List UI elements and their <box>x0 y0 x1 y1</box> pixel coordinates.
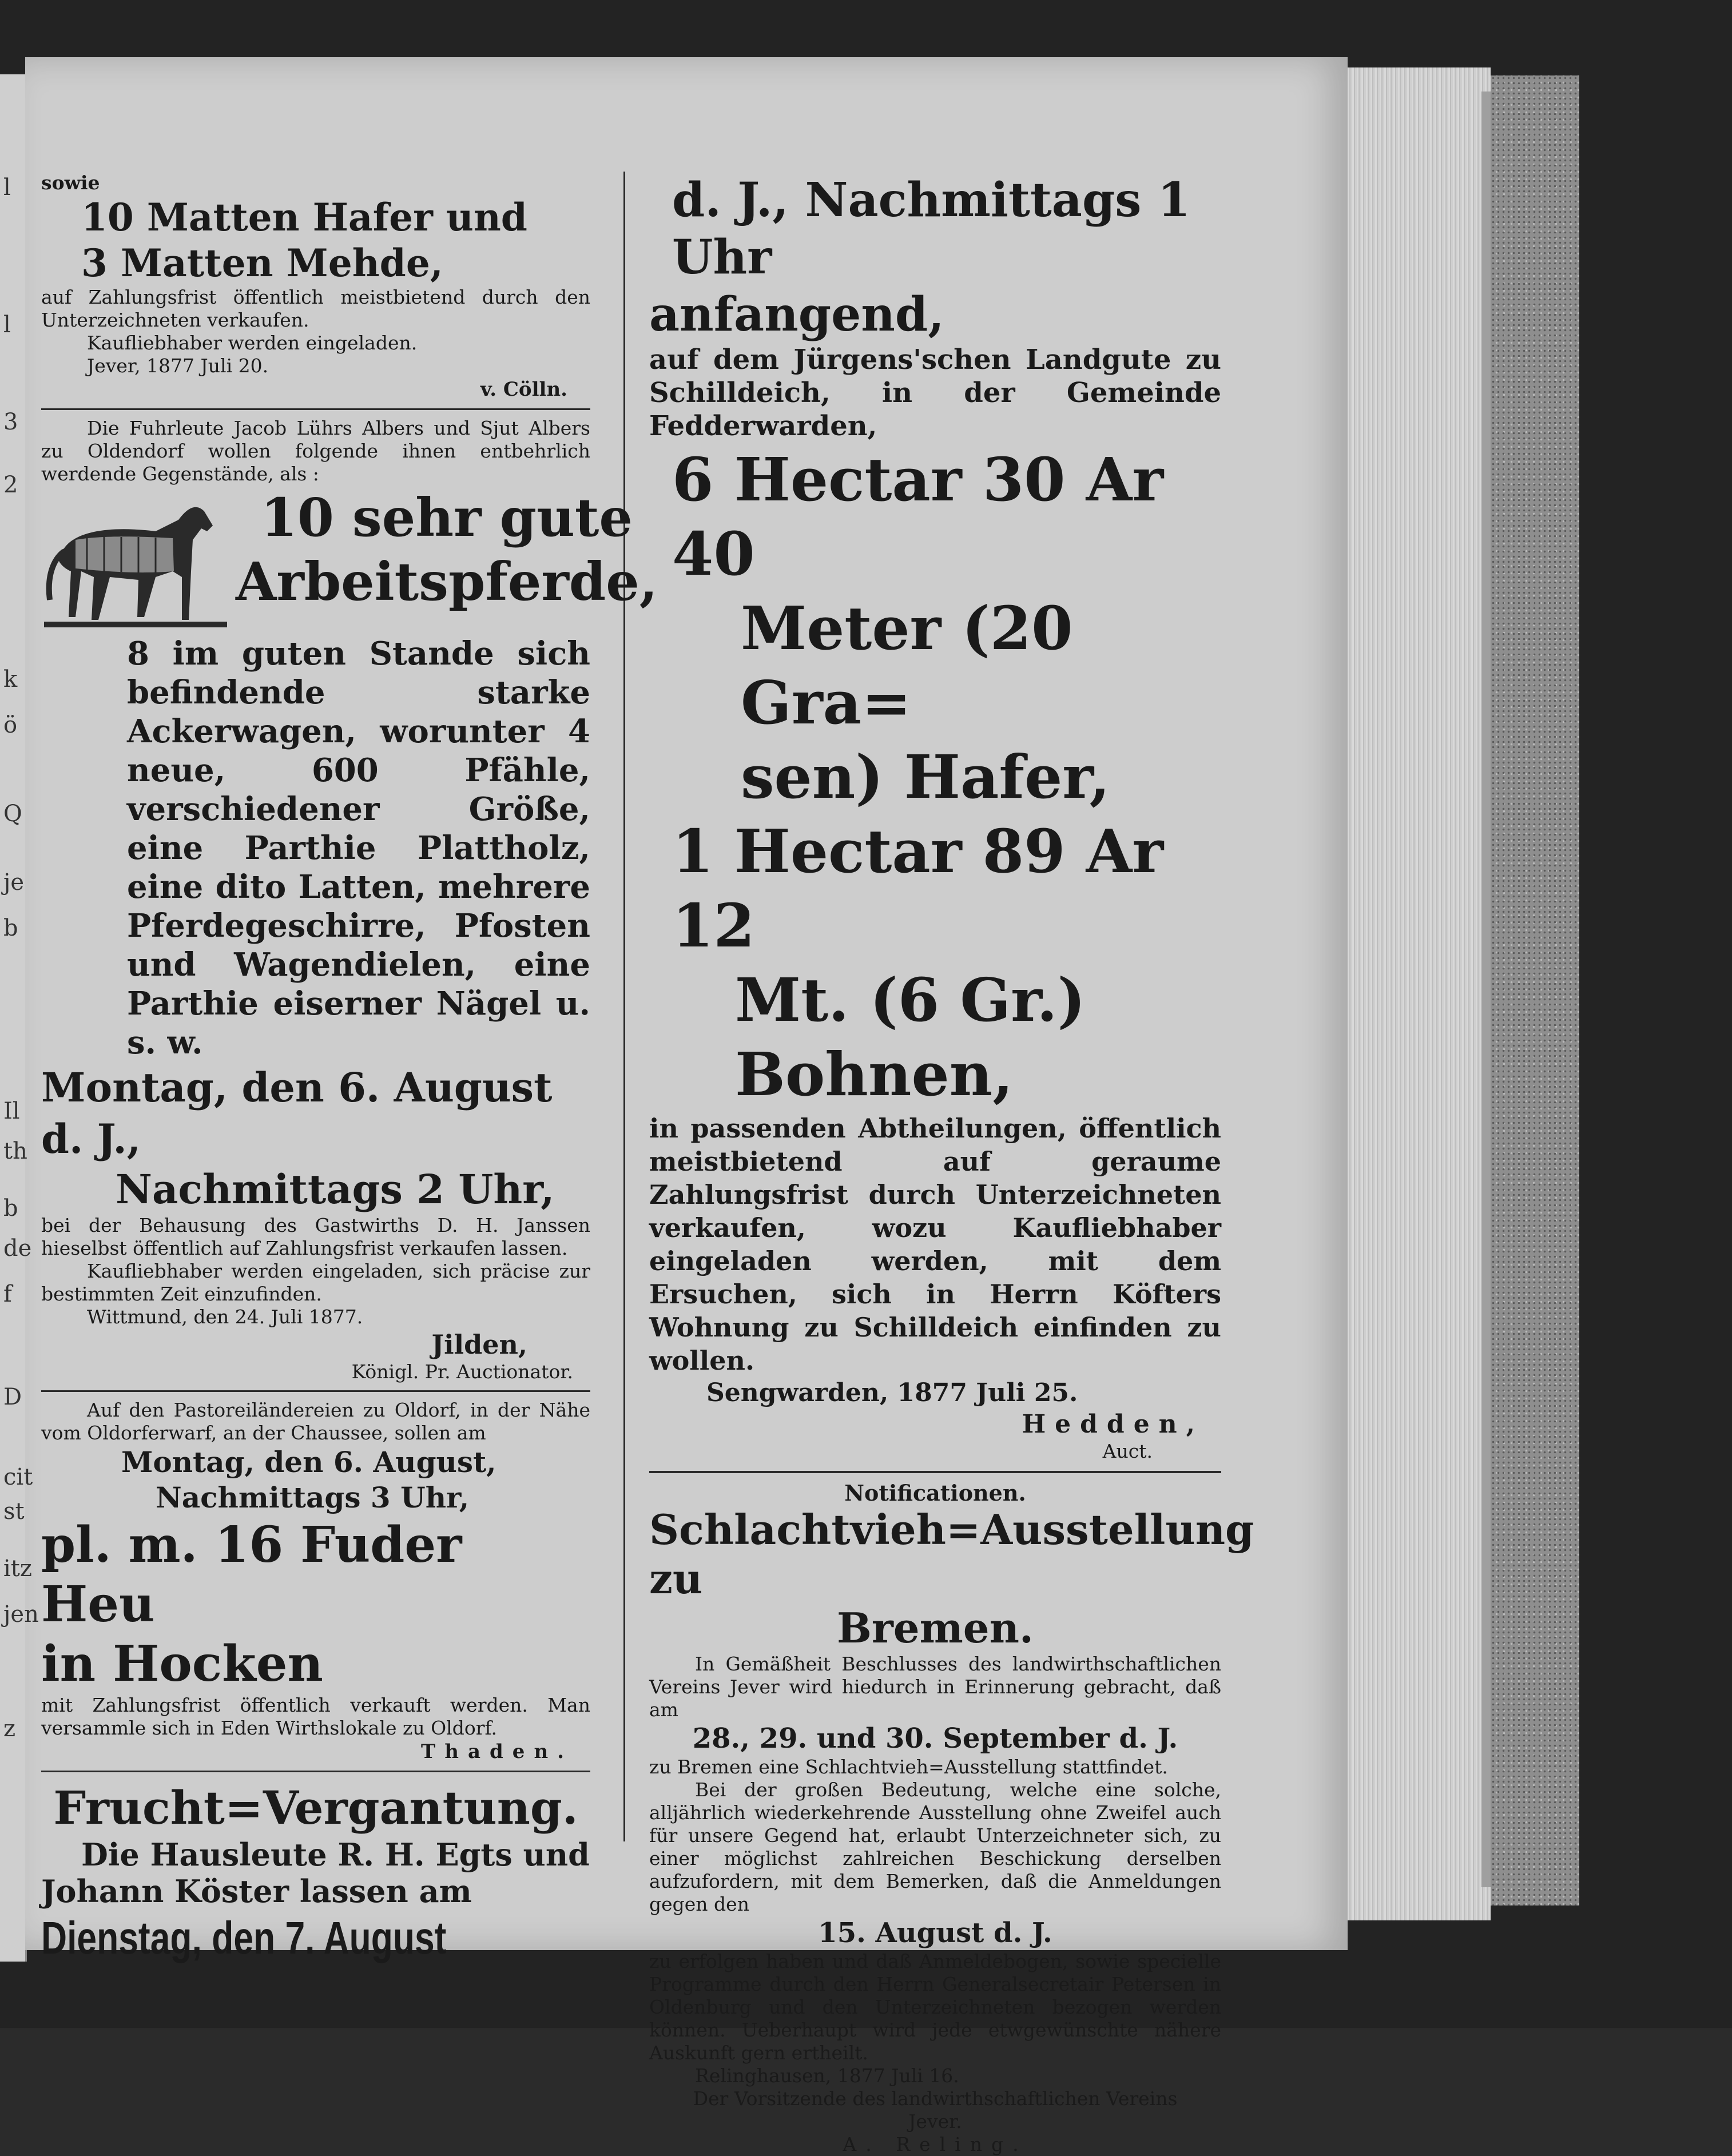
margin-fragment: th <box>3 1138 27 1164</box>
registration-deadline: 15. August d. J. <box>818 1917 1052 1949</box>
left-column <box>41 172 658 1967</box>
column-rule <box>623 172 625 1841</box>
notification-signer: Der Vorsitzende des landwirthschaftlichen Vereins <box>693 2087 1178 2110</box>
horse-headline-line: Arbeitspferde, <box>236 551 658 612</box>
horse-items: 8 im guten Stande sich befindende starke Ackerwagen, worunter 4 neue, 600 Pfähle, verschiedener Größe, eine Parthie Plattholz, eine dito Latten, mehrere Pferdegeschirre, Pfosten und Wagendielen, eine Parthie eiserner Nägel u. s. w. <box>127 635 590 1061</box>
frucht-line: Die Hausleute R. H. Egts und <box>81 1836 590 1873</box>
frucht-date: Dienstag, den 7. August <box>41 1912 447 1963</box>
page-stack-edge <box>1348 67 1491 1920</box>
advert-item: 3 Matten Mehde, <box>81 241 443 285</box>
advert-divider <box>41 408 590 410</box>
notification-signature: A. Reling. <box>843 2133 1028 2155</box>
margin-fragment: k <box>3 666 18 693</box>
notifications-section <box>649 1480 1254 2156</box>
notification-text: zu Bremen eine Schlachtvieh=Ausstellung stattfindet. <box>649 1756 1168 1778</box>
margin-fragment: cit <box>3 1464 33 1490</box>
quantity-line: Meter (20 Gra= <box>741 593 1073 738</box>
heu-headline: pl. m. 16 Fuder Heu <box>41 1516 462 1633</box>
advert-text: mit Zahlungsfrist öffentlich verkauft werden. Man versammle sich in Eden Wirthslokale zu Oldorf. <box>41 1694 590 1739</box>
advert-divider <box>41 1390 590 1392</box>
right-column <box>649 172 1254 2156</box>
marbled-book-cover <box>1491 75 1579 1906</box>
advert-signature: Jilden, <box>431 1329 527 1360</box>
advert-text: auf Zahlungsfrist öffentlich meistbietend durch den Unterzeichneten verkaufen. <box>41 286 590 331</box>
frucht-advert <box>41 1779 590 1967</box>
margin-fragment: z <box>3 1716 16 1742</box>
horse-advert <box>41 417 658 1383</box>
margin-fragment: f <box>3 1281 12 1307</box>
margin-fragment: b <box>3 915 18 941</box>
advert-text: in passenden Abtheilungen, öffentlich meistbietend auf geraume Zahlungsfrist durch Unterzeichneten verkaufen, wozu Kaufliebhaber eingeladen werden, mit dem Ersuchen, sich in Herrn Köfters Wohnung zu Schilldeich einfinden zu wollen. <box>649 1113 1221 1376</box>
notification-place-date: Relinghausen, 1877 Juli 16. <box>695 2064 959 2087</box>
margin-fragment: ö <box>3 712 18 738</box>
horse-headline-row <box>41 486 658 634</box>
margin-fragment: b <box>3 1195 18 1222</box>
advert-signature: Hedden, <box>1022 1410 1204 1439</box>
quantity-line: 1 Hectar 89 Ar 12 <box>672 816 1164 961</box>
auction-time: Nachmittags 2 Uhr, <box>116 1165 555 1213</box>
advert-place-date: Wittmund, den 24. Juli 1877. <box>87 1306 363 1328</box>
exhibition-dates: 28., 29. und 30. September d. J. <box>692 1723 1178 1755</box>
margin-fragment: je <box>3 869 25 896</box>
quantity-line: sen) Hafer, <box>741 742 1110 812</box>
notification-title: Schlachtvieh=Ausstellung zu <box>649 1505 1254 1603</box>
margin-fragment: l <box>3 174 11 201</box>
advert-intro: Auf den Pastoreiländereien zu Oldorf, in der Nähe vom Oldorferwarf, an der Chaussee, sollen am <box>41 1399 590 1444</box>
margin-fragment: D <box>3 1384 22 1410</box>
advert-intro: Die Fuhrleute Jacob Lührs Albers und Sjut Albers zu Oldendorf wollen folgende ihnen entbehrlich werdende Gegenstände, als : <box>41 417 590 485</box>
auction-date: Montag, den 6. August, <box>121 1445 496 1479</box>
advert-signature: v. Cölln. <box>480 378 567 401</box>
notification-text: zu erfolgen haben und daß Anmeldebogen, sowie specielle Programme durch den Herrn Generalsecretair Petersen in Oldenburg und den Unterzeichneten bezogen werden können. Ueberhaupt wird jede etwgewünschte nähere Auskunft gern ertheilt. <box>649 1950 1221 2064</box>
auction-date: Montag, den 6. August d. J., <box>41 1064 553 1163</box>
notification-title: Bremen. <box>836 1604 1034 1652</box>
margin-fragment: Q <box>3 801 22 827</box>
notification-text: In Gemäßheit Beschlusses des landwirthschaftlichen Vereins Jever wird hiedurch in Erinnerung gebracht, daß am <box>649 1653 1221 1721</box>
margin-fragment: Il <box>3 1098 20 1124</box>
margin-fragment: 3 <box>3 409 18 435</box>
advert-invite: Kaufliebhaber werden eingeladen. <box>87 332 418 354</box>
horse-illustration-icon <box>41 486 230 634</box>
margin-fragment: 2 <box>3 472 18 498</box>
left-page-edge <box>0 74 27 1962</box>
advert-divider <box>41 1771 590 1772</box>
frucht-line: Johann Köster lassen am <box>41 1873 472 1910</box>
horse-headline-line: 10 sehr gute <box>260 487 633 548</box>
heu-headline: in Hocken <box>41 1635 323 1693</box>
heu-advert <box>41 1399 590 1764</box>
advert-item: 10 Matten Hafer und <box>81 195 527 240</box>
notification-signer: Jever. <box>908 2110 962 2133</box>
quantity-line: 6 Hectar 30 Ar 40 <box>672 444 1164 589</box>
margin-fragment: l <box>3 312 11 338</box>
margin-fragment: itz <box>3 1556 32 1582</box>
advert-text: bei der Behausung des Gastwirths D. H. Janssen hieselbst öffentlich auf Zahlungsfrist verkaufen lassen. <box>41 1214 590 1259</box>
notification-text: Bei der großen Bedeutung, welche eine solche, alljährlich wiederkehrende Ausstellung ohne Zweifel auch für unsere Gegend hat, erlaubt Unterzeichneter sich, zu einer möglichst zahlreichen Beschickung derselben aufzufordern, mit dem Bemerken, daß die Anmeldungen gegen den <box>649 1779 1221 1915</box>
margin-fragment: de <box>3 1235 32 1262</box>
margin-fragment: jen <box>3 1601 39 1628</box>
advert-location: auf dem Jürgens'schen Landgute zu Schilldeich, in der Gemeinde Fedderwarden, <box>649 344 1221 442</box>
advert-lead: sowie <box>41 172 100 194</box>
auction-time: Nachmittags 3 Uhr, <box>156 1481 470 1514</box>
advert-signature-title: Auct. <box>1102 1440 1153 1462</box>
advert-signature-title: Königl. Pr. Auctionator. <box>351 1361 573 1383</box>
margin-fragment: st <box>3 1498 25 1525</box>
advert-place-date: Sengwarden, 1877 Juli 25. <box>706 1378 1078 1407</box>
advert-signature: Thaden. <box>420 1740 573 1763</box>
frucht-title: Frucht=Vergantung. <box>53 1781 578 1835</box>
hafer-advert <box>41 172 590 401</box>
section-divider <box>649 1471 1221 1473</box>
quantity-line: Mt. (6 Gr.) Bohnen, <box>735 965 1086 1109</box>
advert-invite: Kaufliebhaber werden eingeladen, sich präcise zur bestimmten Zeit einzufinden. <box>41 1260 590 1305</box>
continued-advert <box>649 172 1221 1463</box>
continued-headline: d. J., Nachmittags 1 Uhr <box>672 173 1191 285</box>
advert-place-date: Jever, 1877 Juli 20. <box>87 355 269 377</box>
notifications-heading: Notificationen. <box>844 1480 1026 1506</box>
continued-headline: anfangend, <box>649 287 944 342</box>
horse-headline <box>230 486 658 614</box>
